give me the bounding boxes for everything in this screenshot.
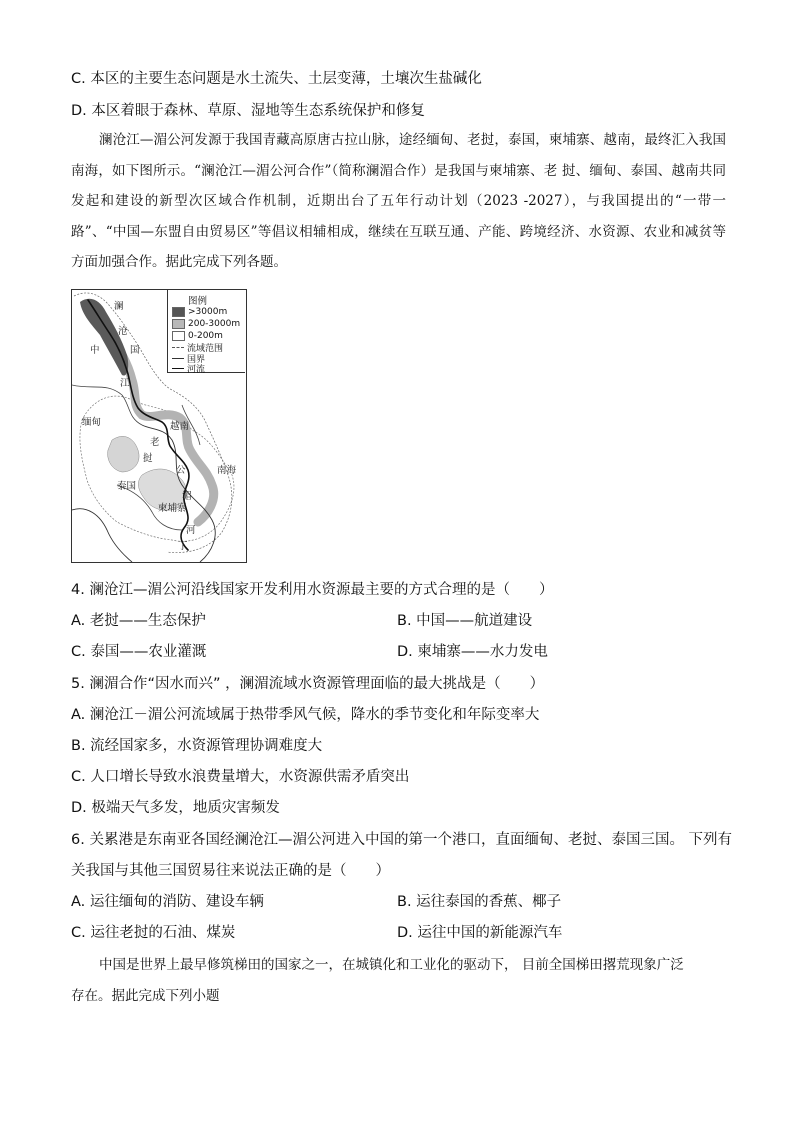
label-miandian: 缅甸 xyxy=(82,417,102,428)
q6-option-b[interactable]: B. 运往泰国的香蕉、椰子 xyxy=(397,894,562,910)
dashed-line-symbol xyxy=(172,347,184,348)
label-zhongguo-zh: 中 xyxy=(90,345,100,356)
label-gong: 公 xyxy=(176,465,186,476)
label-lan: 澜 xyxy=(114,301,124,312)
label-cang: 沧 xyxy=(118,326,128,337)
q6-option-d[interactable]: D. 运往中国的新能源汽车 xyxy=(397,925,563,941)
legend-label: 河流 xyxy=(187,365,206,375)
question-5-stem: 5. 澜湄合作“因水而兴” ，澜湄流域水资源管理面临的最大挑战是（ ） xyxy=(71,676,545,692)
legend-label: 流域范围 xyxy=(187,344,224,354)
legend-title: 图例 xyxy=(188,296,208,307)
q5-option-c[interactable]: C. 人口增长导致水浪费量增大，水资源供需矛盾突出 xyxy=(71,769,410,785)
q4-option-b[interactable]: B. 中国——航道建设 xyxy=(397,613,533,629)
q4-option-a[interactable]: A. 老挝——生态保护 xyxy=(71,613,206,629)
intro-paragraph-2-line1: 中国是世界上最早修筑梯田的国家之一，在城镇化和工业化的驱动下， 目前全国梯田撂荒现象广泛 xyxy=(99,957,684,973)
option-c-prev: C. 本区的主要生态问题是水土流失、土层变薄，土壤次生盐碱化 xyxy=(71,71,482,87)
label-he: 河 xyxy=(186,525,196,536)
option-d-prev: D. 本区着眼于森林、草原、湿地等生态系统保护和修复 xyxy=(71,103,425,119)
legend-row-river xyxy=(172,363,205,374)
intro-paragraph-1: 澜沧江—湄公河发源于我国青藏高原唐古拉山脉，途经缅甸、老挝，泰国，柬埔寨、越南，最终汇入我国南海，如下图所示。“澜沧江—湄公河合作”（简称澜湄合作）是我国与柬埔寨、老 挝、缅甸、泰国、越南共同发起和建设的新型次区域合作机制，近期出台了五年行动计划（2023 -2027），与我国提出的“一带一路”、“中国—东盟自由贸易区”等倡议相辅相成，继续在互联互通、产能、跨境经济、水资源、农业和减贫等方面加强合作。据此完成下列各题。 xyxy=(71,132,726,270)
q4-option-c[interactable]: C. 泰国——农业灌溉 xyxy=(71,644,207,660)
label-jiang: 江 xyxy=(120,378,130,389)
swatch-gray xyxy=(172,319,185,329)
q5-option-a[interactable]: A. 澜沧江－湄公河流域属于热带季风气候，降水的季节变化和年际变率大 xyxy=(71,707,540,723)
legend-row-low xyxy=(172,330,223,341)
swatch-dark xyxy=(172,307,185,317)
question-6-stem-line2: 关我国与其他三国贸易往来说法正确的是（ ） xyxy=(71,863,390,879)
q6-option-c[interactable]: C. 运往老挝的石油、煤炭 xyxy=(71,925,236,941)
question-4-stem: 4. 澜沧江—湄公河沿线国家开发利用水资源最主要的方式合理的是（ ） xyxy=(71,582,554,598)
label-nanhai: 南海 xyxy=(217,465,237,476)
label-taiguo: 泰国 xyxy=(117,481,137,492)
label-yuenan: 越南 xyxy=(170,421,190,432)
intro-paragraph-2-line2: 存在。据此完成下列小题 xyxy=(71,988,220,1004)
mekong-map xyxy=(71,289,247,563)
legend-row-mid xyxy=(172,318,240,329)
question-6-stem-line1: 6. 关累港是东南亚各国经澜沧江—湄公河进入中国的第一个港口，直面缅甸、老挝、泰国三国。 下列有 xyxy=(71,832,733,848)
q5-option-b[interactable]: B. 流经国家多，水资源管理协调难度大 xyxy=(71,738,323,754)
map-legend xyxy=(167,290,245,373)
legend-row-high xyxy=(172,306,227,317)
river-line-symbol xyxy=(172,368,184,369)
label-zhongguo-guo: 国 xyxy=(130,345,140,356)
q4-option-d[interactable]: D. 柬埔寨——水力发电 xyxy=(397,644,548,660)
label-wo: 挝 xyxy=(143,453,153,464)
label-ding: 丁 xyxy=(178,541,188,552)
border-line-symbol xyxy=(172,358,184,359)
label-lao: 老 xyxy=(150,437,160,448)
legend-label: 200-3000m xyxy=(188,318,241,329)
swatch-white xyxy=(172,331,185,341)
q6-option-a[interactable]: A. 运往缅甸的消防、建设车辆 xyxy=(71,894,264,910)
legend-label: 国界 xyxy=(187,355,206,365)
label-mei: 湄 xyxy=(182,491,192,502)
legend-label: 0-200m xyxy=(188,330,223,341)
legend-label: >3000m xyxy=(188,306,228,317)
q5-option-d[interactable]: D. 极端天气多发，地质灾害频发 xyxy=(71,800,280,816)
label-jianpuzhai: 柬埔寨 xyxy=(158,503,187,514)
